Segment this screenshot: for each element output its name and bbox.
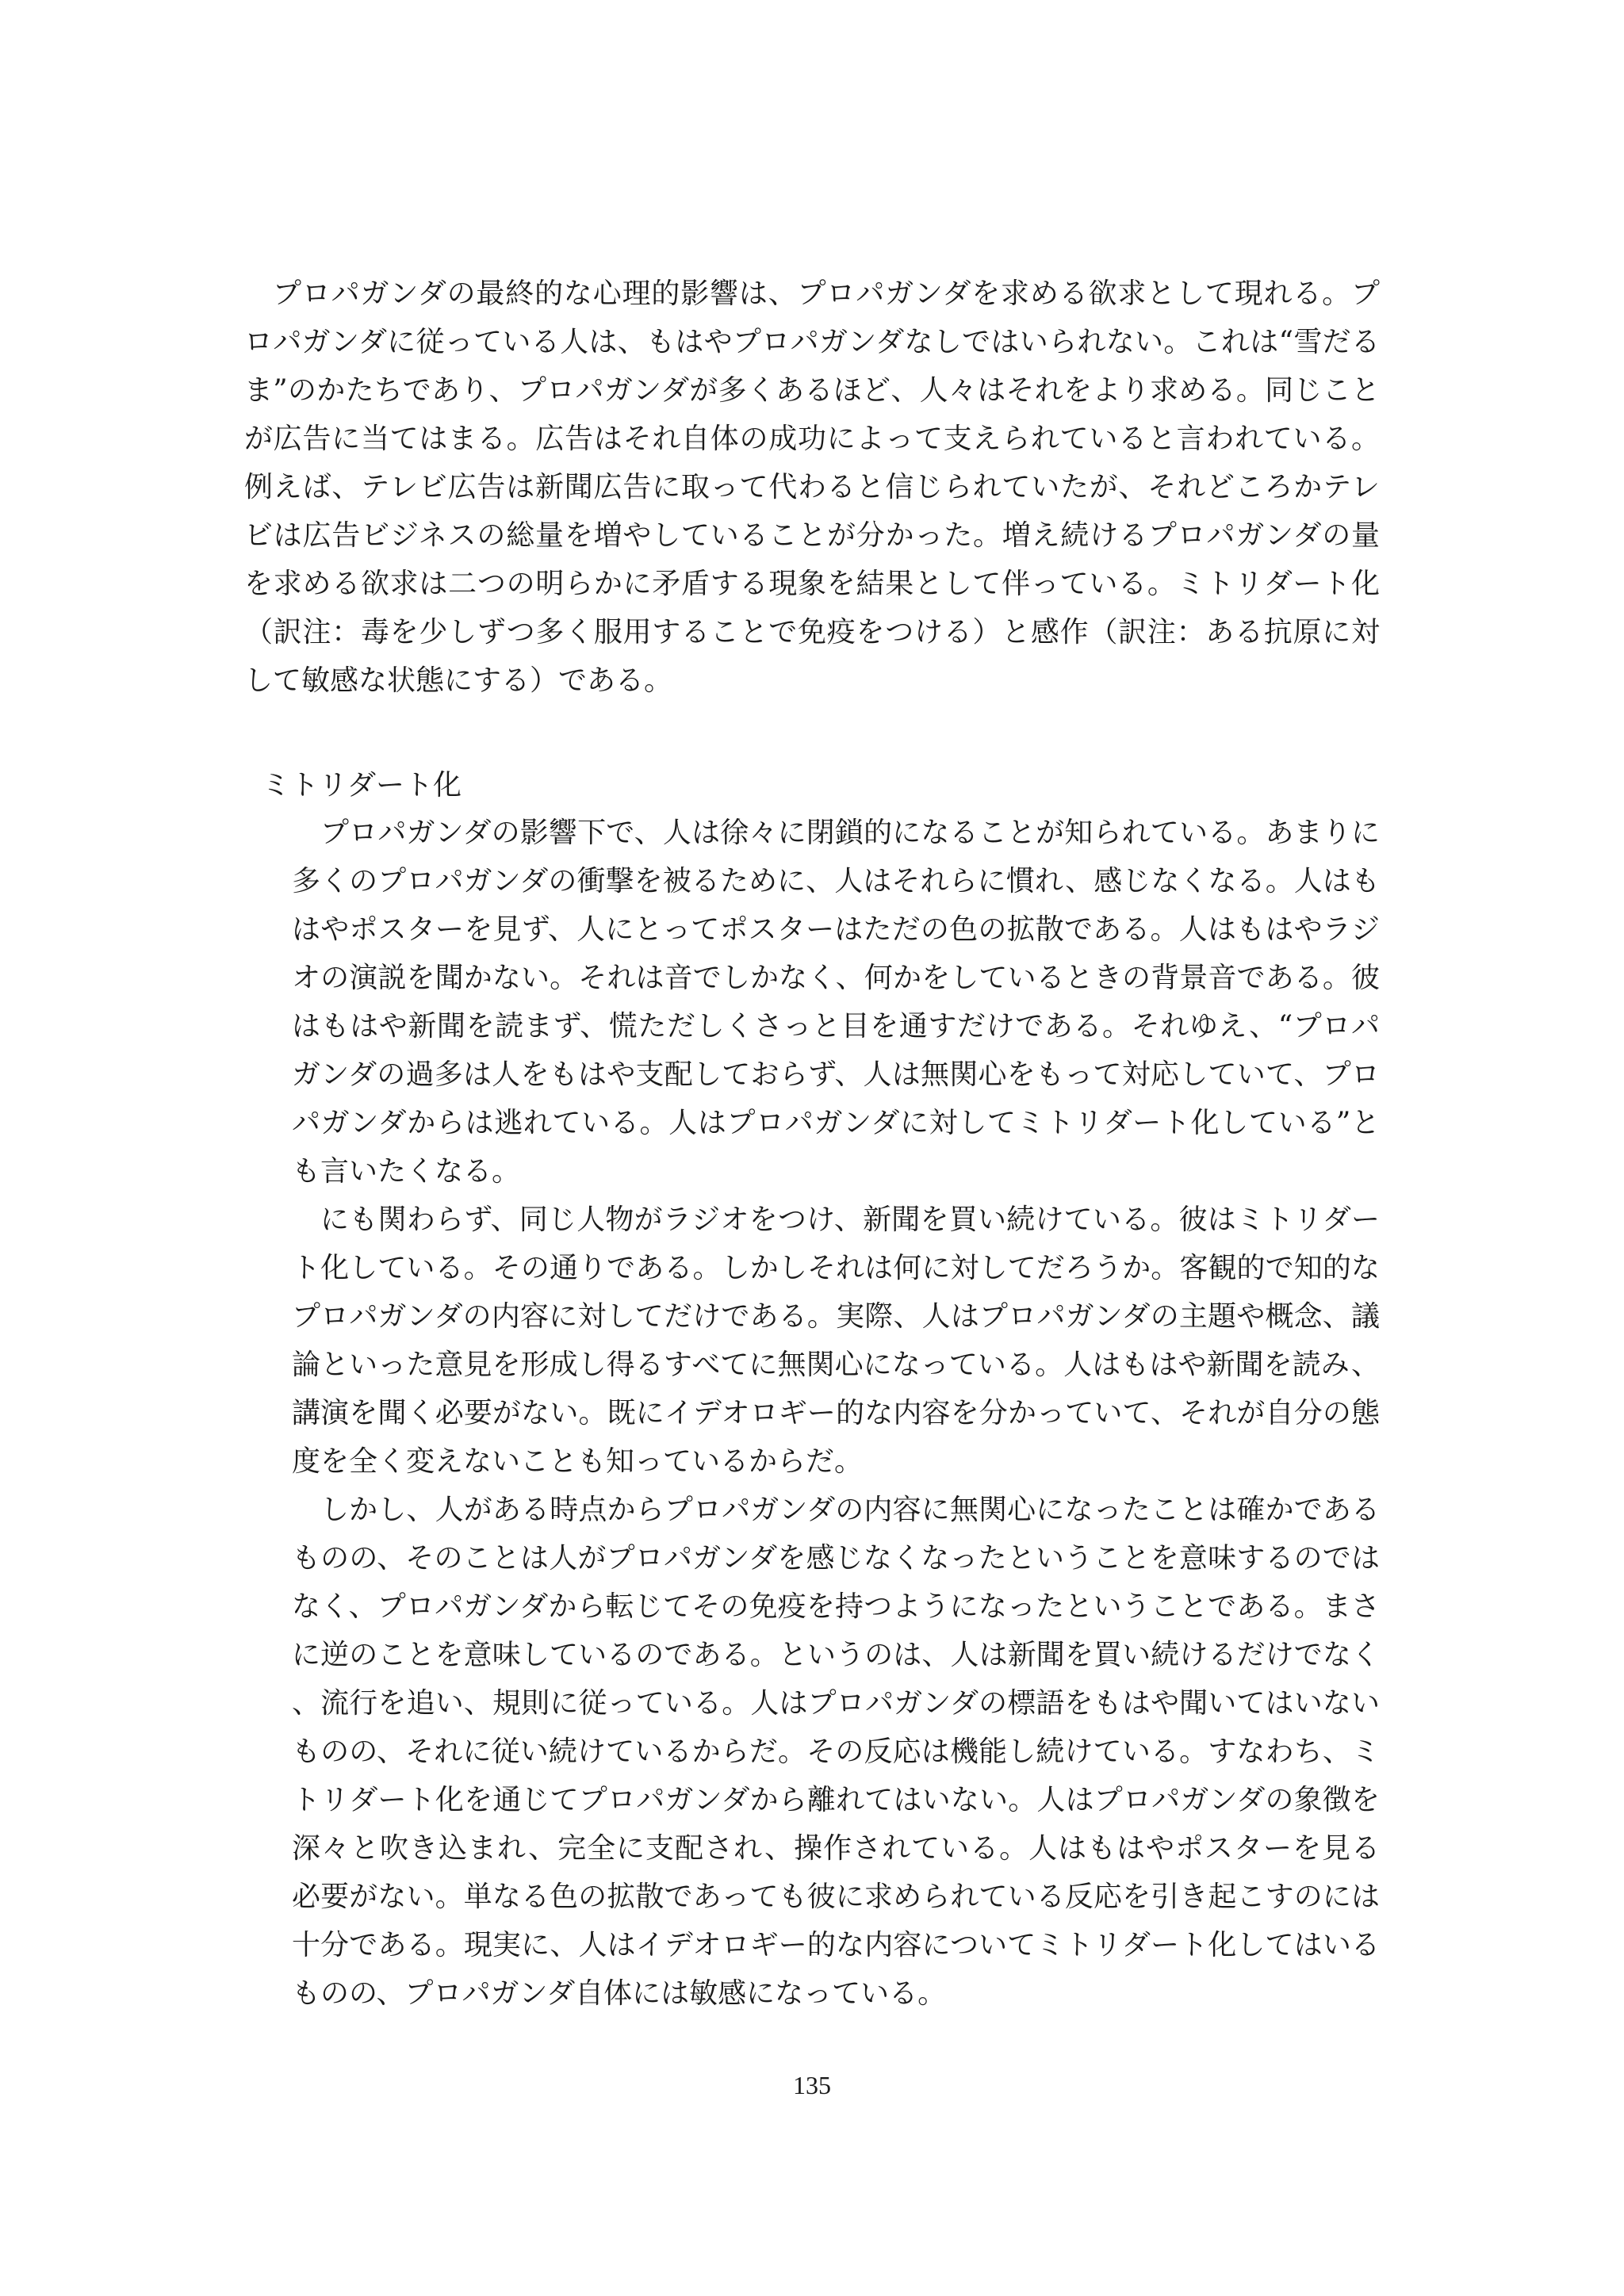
intro-paragraph: プロパガンダの最終的な心理的影響は、プロパガンダを求める欲求として現れる。プロパガンダに従っている人は、もはやプロパガンダなしではいられない。これは“雪だるま”のかたちであり、プロパガンダが多くあるほど、人々はそれをより求める。同じことが広告に当てはまる。広告はそれ自体の成功によって支えられていると言われている。例えば、テレビ広告は新聞広告に取って代わると信じられていたが、それどころかテレビは広告ビジネスの総量を増やしていることが分かった。増え続けるプロパガンダの量を求める欲求は二つの明らかに矛盾する現象を結果として伴っている。ミトリダート化（訳注：毒を少しずつ多く服用することで免疫をつける）と感作（訳注：ある抗原に対して敏感な状態にする）である。 bbox=[244, 277, 1380, 697]
section-heading: ミトリダート化 bbox=[262, 769, 462, 802]
body-paragraph: プロパガンダの影響下で、人は徐々に閉鎖的になることが知られている。あまりに多くのプロパガンダの衝撃を被るために、人はそれらに慣れ、感じなくなる。人はもはやポスターを見ず、人にとってポスターはただの色の拡散である。人はもはやラジオの演説を聞かない。それは音でしかなく、何かをしているときの背景音である。彼はもはや新聞を読まず、慌ただしくさっと目を通すだけである。それゆえ、“プロパガンダの過多は人をもはや支配しておらず、人は無関心をもって対応していて、プロパガンダからは逃れている。人はプロパガンダに対してミトリダート化している”とも言いたくなる。 bbox=[292, 817, 1380, 1188]
page-number: 135 bbox=[793, 2071, 831, 2099]
body-paragraph: しかし、人がある時点からプロパガンダの内容に無関心になったことは確かであるものの、そのことは人がプロパガンダを感じなくなったということを意味するのではなく、プロパガンダから転じてその免疫を持つようになったということである。まさに逆のことを意味しているのである。というのは、人は新聞を買い続けるだけでなく、流行を追い、規則に従っている。人はプロパガンダの標語をもはや聞いてはいないものの、それに従い続けているからだ。その反応は機能し続けている。すなわち、ミトリダート化を通じてプロパガンダから離れてはいない。人はプロパガンダの象徴を深々と吹き込まれ、完全に支配され、操作されている。人はもはやポスターを見る必要がない。単なる色の拡散であっても彼に求められている反応を引き起こすのには十分である。現実に、人はイデオロギー的な内容についてミトリダート化してはいるものの、プロパガンダ自体には敏感になっている。 bbox=[292, 1494, 1380, 2010]
body-paragraph: にも関わらず、同じ人物がラジオをつけ、新聞を買い続けている。彼はミトリダート化している。その通りである。しかしそれは何に対してだろうか。客観的で知的なプロパガンダの内容に対してだけである。実際、人はプロパガンダの主題や概念、議論といった意見を形成し得るすべてに無関心になっている。人はもはや新聞を読み、講演を聞く必要がない。既にイデオロギー的な内容を分かっていて、それが自分の態度を全く変えないことも知っているからだ。 bbox=[292, 1203, 1380, 1478]
